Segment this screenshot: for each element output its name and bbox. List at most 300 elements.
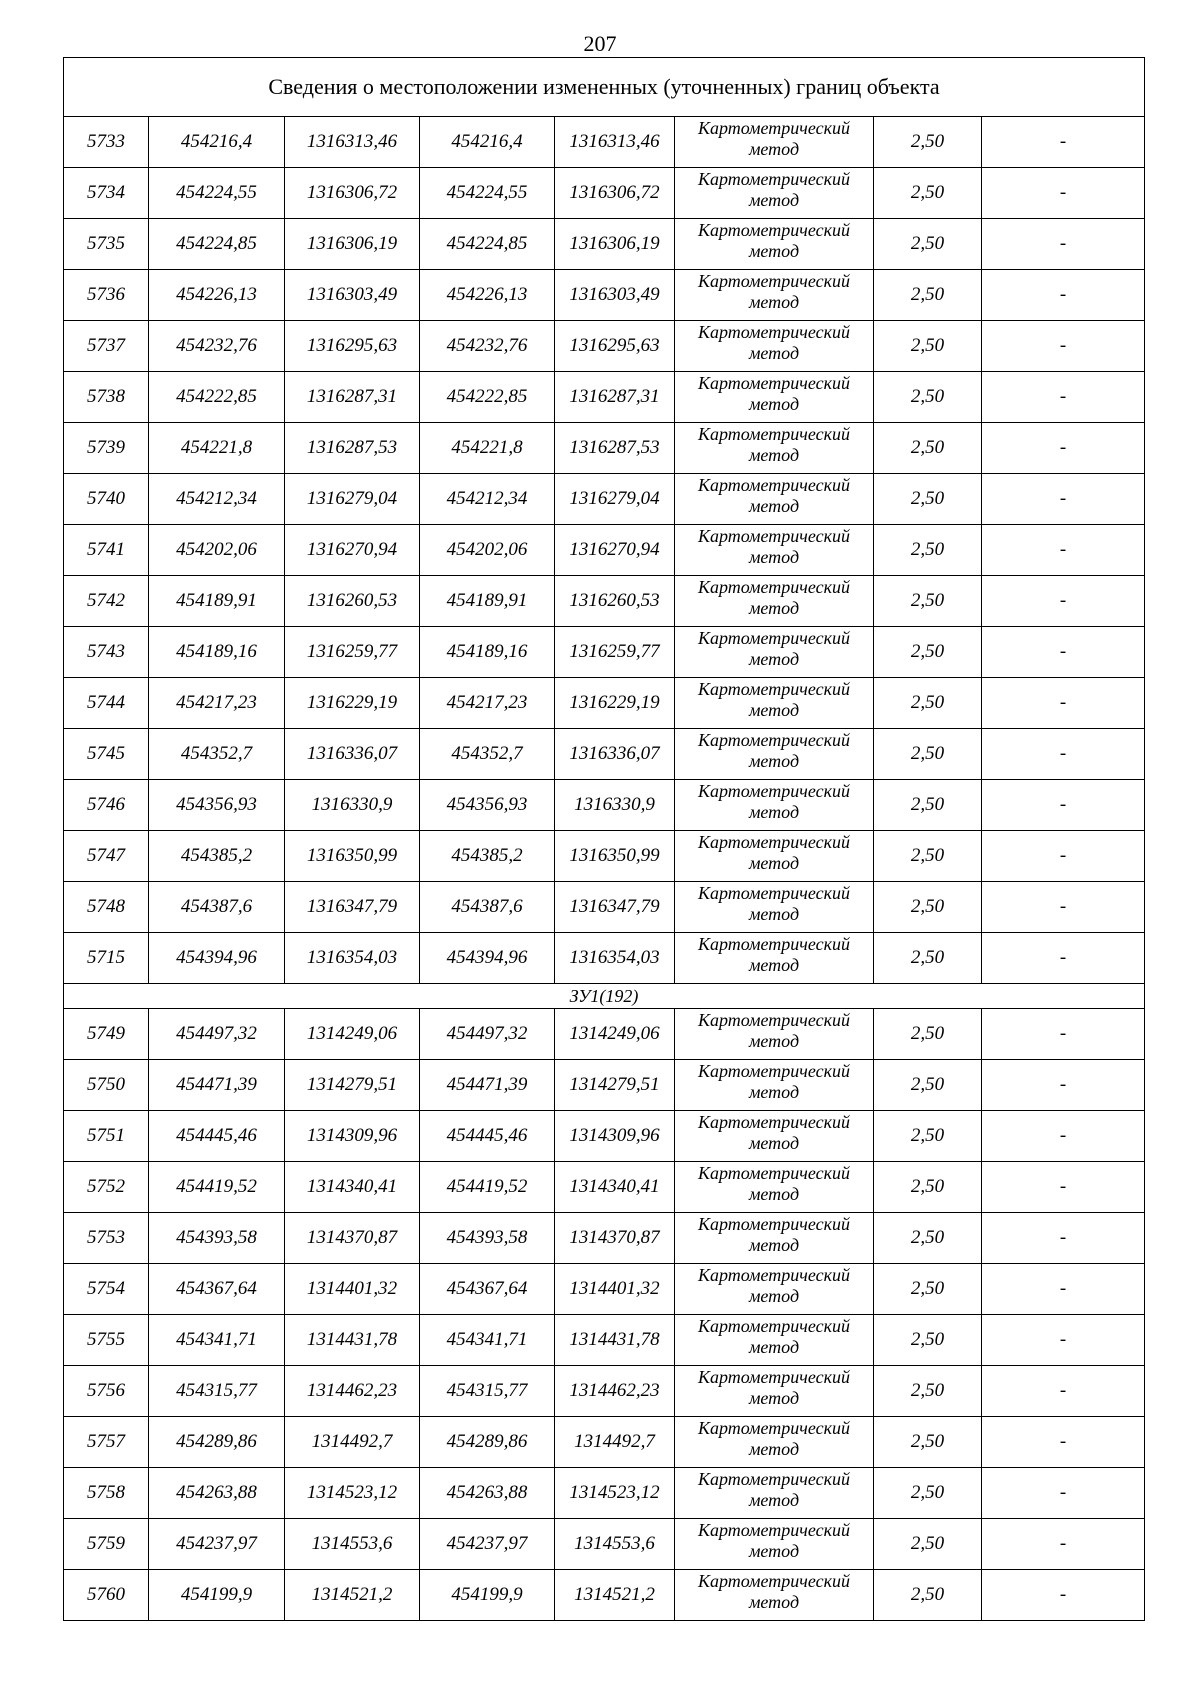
accuracy-cell: 2,50 bbox=[874, 780, 982, 831]
method-cell bbox=[675, 1264, 874, 1315]
x-old-cell: 454232,76 bbox=[149, 321, 285, 372]
y-new-cell: 1316354,03 bbox=[555, 933, 675, 984]
x-old-cell: 454237,97 bbox=[149, 1519, 285, 1570]
method-line2: метод bbox=[748, 904, 800, 924]
note-cell: - bbox=[982, 168, 1145, 219]
method-line1: Картометрический bbox=[697, 883, 850, 903]
accuracy-cell: 2,50 bbox=[874, 1417, 982, 1468]
accuracy-cell: 2,50 bbox=[874, 321, 982, 372]
y-old-cell: 1314553,6 bbox=[285, 1519, 420, 1570]
accuracy-cell: 2,50 bbox=[874, 1060, 982, 1111]
y-new-cell: 1316313,46 bbox=[555, 117, 675, 168]
y-new-cell: 1316306,72 bbox=[555, 168, 675, 219]
x-new-cell: 454189,91 bbox=[420, 576, 555, 627]
y-old-cell: 1314462,23 bbox=[285, 1366, 420, 1417]
y-new-cell: 1316279,04 bbox=[555, 474, 675, 525]
x-new-cell: 454385,2 bbox=[420, 831, 555, 882]
method-cell bbox=[675, 933, 874, 984]
table-row bbox=[64, 474, 1145, 525]
accuracy-cell: 2,50 bbox=[874, 1468, 982, 1519]
x-new-cell: 454222,85 bbox=[420, 372, 555, 423]
table-body bbox=[64, 58, 1145, 1621]
method-line2: метод bbox=[748, 1388, 800, 1408]
accuracy-cell: 2,50 bbox=[874, 525, 982, 576]
y-new-cell: 1316336,07 bbox=[555, 729, 675, 780]
accuracy-cell: 2,50 bbox=[874, 678, 982, 729]
y-old-cell: 1316306,72 bbox=[285, 168, 420, 219]
note-cell: - bbox=[982, 576, 1145, 627]
x-old-cell: 454289,86 bbox=[149, 1417, 285, 1468]
point-number-cell: 5734 bbox=[64, 168, 149, 219]
x-old-cell: 454419,52 bbox=[149, 1162, 285, 1213]
point-number-cell: 5737 bbox=[64, 321, 149, 372]
method-line2: метод bbox=[748, 598, 800, 618]
x-new-cell: 454393,58 bbox=[420, 1213, 555, 1264]
point-number-cell: 5748 bbox=[64, 882, 149, 933]
method-line2: метод bbox=[748, 394, 800, 414]
x-new-cell: 454189,16 bbox=[420, 627, 555, 678]
y-new-cell: 1314249,06 bbox=[555, 1009, 675, 1060]
method-line1: Картометрический bbox=[697, 628, 850, 648]
table-row bbox=[64, 525, 1145, 576]
method-cell bbox=[675, 372, 874, 423]
point-number-cell: 5752 bbox=[64, 1162, 149, 1213]
table-title: Сведения о местоположении измененных (уточненных) границ объекта bbox=[64, 58, 1145, 117]
method-line2: метод bbox=[748, 190, 800, 210]
accuracy-cell: 2,50 bbox=[874, 117, 982, 168]
x-new-cell: 454289,86 bbox=[420, 1417, 555, 1468]
note-cell: - bbox=[982, 270, 1145, 321]
y-old-cell: 1316313,46 bbox=[285, 117, 420, 168]
accuracy-cell: 2,50 bbox=[874, 1519, 982, 1570]
method-line1: Картометрический bbox=[697, 118, 850, 138]
accuracy-cell: 2,50 bbox=[874, 729, 982, 780]
method-line2: метод bbox=[748, 1031, 800, 1051]
x-old-cell: 454221,8 bbox=[149, 423, 285, 474]
x-old-cell: 454352,7 bbox=[149, 729, 285, 780]
x-old-cell: 454224,55 bbox=[149, 168, 285, 219]
method-line2: метод bbox=[748, 292, 800, 312]
note-cell: - bbox=[982, 474, 1145, 525]
y-old-cell: 1314309,96 bbox=[285, 1111, 420, 1162]
point-number-cell: 5733 bbox=[64, 117, 149, 168]
note-cell: - bbox=[982, 627, 1145, 678]
table-row bbox=[64, 1264, 1145, 1315]
y-new-cell: 1314431,78 bbox=[555, 1315, 675, 1366]
method-line2: метод bbox=[748, 1133, 800, 1153]
method-cell bbox=[675, 474, 874, 525]
accuracy-cell: 2,50 bbox=[874, 219, 982, 270]
note-cell: - bbox=[982, 219, 1145, 270]
y-old-cell: 1314340,41 bbox=[285, 1162, 420, 1213]
accuracy-cell: 2,50 bbox=[874, 372, 982, 423]
table-title-row bbox=[64, 58, 1145, 117]
x-old-cell: 454367,64 bbox=[149, 1264, 285, 1315]
method-line1: Картометрический bbox=[697, 373, 850, 393]
method-line2: метод bbox=[748, 853, 800, 873]
table-row bbox=[64, 576, 1145, 627]
table-row bbox=[64, 1060, 1145, 1111]
method-line2: метод bbox=[748, 496, 800, 516]
x-new-cell: 454224,55 bbox=[420, 168, 555, 219]
accuracy-cell: 2,50 bbox=[874, 933, 982, 984]
x-old-cell: 454393,58 bbox=[149, 1213, 285, 1264]
note-cell: - bbox=[982, 321, 1145, 372]
y-new-cell: 1316347,79 bbox=[555, 882, 675, 933]
method-cell bbox=[675, 219, 874, 270]
note-cell: - bbox=[982, 831, 1145, 882]
x-new-cell: 454237,97 bbox=[420, 1519, 555, 1570]
y-old-cell: 1316259,77 bbox=[285, 627, 420, 678]
method-line1: Картометрический bbox=[697, 1112, 850, 1132]
method-cell bbox=[675, 1315, 874, 1366]
point-number-cell: 5754 bbox=[64, 1264, 149, 1315]
y-old-cell: 1314492,7 bbox=[285, 1417, 420, 1468]
accuracy-cell: 2,50 bbox=[874, 576, 982, 627]
accuracy-cell: 2,50 bbox=[874, 831, 982, 882]
method-cell bbox=[675, 780, 874, 831]
accuracy-cell: 2,50 bbox=[874, 882, 982, 933]
note-cell: - bbox=[982, 1162, 1145, 1213]
method-cell bbox=[675, 576, 874, 627]
y-new-cell: 1316259,77 bbox=[555, 627, 675, 678]
y-new-cell: 1314309,96 bbox=[555, 1111, 675, 1162]
y-new-cell: 1314492,7 bbox=[555, 1417, 675, 1468]
method-line1: Картометрический bbox=[697, 730, 850, 750]
x-new-cell: 454387,6 bbox=[420, 882, 555, 933]
method-cell bbox=[675, 168, 874, 219]
y-new-cell: 1314401,32 bbox=[555, 1264, 675, 1315]
y-new-cell: 1316306,19 bbox=[555, 219, 675, 270]
table-row bbox=[64, 729, 1145, 780]
note-cell: - bbox=[982, 372, 1145, 423]
y-new-cell: 1316270,94 bbox=[555, 525, 675, 576]
x-new-cell: 454202,06 bbox=[420, 525, 555, 576]
method-cell bbox=[675, 423, 874, 474]
y-new-cell: 1316229,19 bbox=[555, 678, 675, 729]
method-line1: Картометрический bbox=[697, 832, 850, 852]
x-new-cell: 454212,34 bbox=[420, 474, 555, 525]
x-old-cell: 454387,6 bbox=[149, 882, 285, 933]
x-old-cell: 454212,34 bbox=[149, 474, 285, 525]
method-line1: Картометрический bbox=[697, 1469, 850, 1489]
point-number-cell: 5751 bbox=[64, 1111, 149, 1162]
table-row bbox=[64, 780, 1145, 831]
x-new-cell: 454497,32 bbox=[420, 1009, 555, 1060]
note-cell: - bbox=[982, 1417, 1145, 1468]
y-old-cell: 1314401,32 bbox=[285, 1264, 420, 1315]
table-row bbox=[64, 882, 1145, 933]
point-number-cell: 5758 bbox=[64, 1468, 149, 1519]
x-new-cell: 454445,46 bbox=[420, 1111, 555, 1162]
x-old-cell: 454356,93 bbox=[149, 780, 285, 831]
y-old-cell: 1316347,79 bbox=[285, 882, 420, 933]
x-new-cell: 454394,96 bbox=[420, 933, 555, 984]
point-number-cell: 5747 bbox=[64, 831, 149, 882]
note-cell: - bbox=[982, 1570, 1145, 1621]
method-line1: Картометрический bbox=[697, 1316, 850, 1336]
point-number-cell: 5750 bbox=[64, 1060, 149, 1111]
y-new-cell: 1314521,2 bbox=[555, 1570, 675, 1621]
method-line2: метод bbox=[748, 1592, 800, 1612]
point-number-cell: 5715 bbox=[64, 933, 149, 984]
method-cell bbox=[675, 1009, 874, 1060]
method-line2: метод bbox=[748, 445, 800, 465]
accuracy-cell: 2,50 bbox=[874, 474, 982, 525]
y-new-cell: 1314340,41 bbox=[555, 1162, 675, 1213]
y-new-cell: 1316287,31 bbox=[555, 372, 675, 423]
y-new-cell: 1314370,87 bbox=[555, 1213, 675, 1264]
method-cell bbox=[675, 1060, 874, 1111]
table-row bbox=[64, 1009, 1145, 1060]
method-line1: Картометрический bbox=[697, 934, 850, 954]
y-old-cell: 1314523,12 bbox=[285, 1468, 420, 1519]
y-new-cell: 1316295,63 bbox=[555, 321, 675, 372]
x-old-cell: 454202,06 bbox=[149, 525, 285, 576]
table-row bbox=[64, 933, 1145, 984]
x-old-cell: 454445,46 bbox=[149, 1111, 285, 1162]
accuracy-cell: 2,50 bbox=[874, 1009, 982, 1060]
x-new-cell: 454315,77 bbox=[420, 1366, 555, 1417]
accuracy-cell: 2,50 bbox=[874, 423, 982, 474]
point-number-cell: 5756 bbox=[64, 1366, 149, 1417]
table-row bbox=[64, 831, 1145, 882]
y-old-cell: 1316229,19 bbox=[285, 678, 420, 729]
y-old-cell: 1314249,06 bbox=[285, 1009, 420, 1060]
y-old-cell: 1314431,78 bbox=[285, 1315, 420, 1366]
x-old-cell: 454226,13 bbox=[149, 270, 285, 321]
x-old-cell: 454341,71 bbox=[149, 1315, 285, 1366]
table-row bbox=[64, 219, 1145, 270]
y-old-cell: 1316330,9 bbox=[285, 780, 420, 831]
x-new-cell: 454367,64 bbox=[420, 1264, 555, 1315]
y-old-cell: 1316260,53 bbox=[285, 576, 420, 627]
method-line1: Картометрический bbox=[697, 1214, 850, 1234]
x-old-cell: 454222,85 bbox=[149, 372, 285, 423]
method-line1: Картометрический bbox=[697, 169, 850, 189]
accuracy-cell: 2,50 bbox=[874, 1111, 982, 1162]
note-cell: - bbox=[982, 1009, 1145, 1060]
note-cell: - bbox=[982, 1213, 1145, 1264]
method-cell bbox=[675, 831, 874, 882]
note-cell: - bbox=[982, 1264, 1145, 1315]
method-cell bbox=[675, 321, 874, 372]
table-row bbox=[64, 1519, 1145, 1570]
x-new-cell: 454341,71 bbox=[420, 1315, 555, 1366]
point-number-cell: 5738 bbox=[64, 372, 149, 423]
point-number-cell: 5740 bbox=[64, 474, 149, 525]
y-old-cell: 1314370,87 bbox=[285, 1213, 420, 1264]
note-cell: - bbox=[982, 1315, 1145, 1366]
point-number-cell: 5742 bbox=[64, 576, 149, 627]
note-cell: - bbox=[982, 882, 1145, 933]
method-line1: Картометрический bbox=[697, 1367, 850, 1387]
x-old-cell: 454189,16 bbox=[149, 627, 285, 678]
x-new-cell: 454419,52 bbox=[420, 1162, 555, 1213]
method-cell bbox=[675, 882, 874, 933]
method-line2: метод bbox=[748, 649, 800, 669]
section-row bbox=[64, 984, 1145, 1009]
y-new-cell: 1316260,53 bbox=[555, 576, 675, 627]
method-line1: Картометрический bbox=[697, 1010, 850, 1030]
method-line1: Картометрический bbox=[697, 1265, 850, 1285]
x-old-cell: 454216,4 bbox=[149, 117, 285, 168]
point-number-cell: 5736 bbox=[64, 270, 149, 321]
note-cell: - bbox=[982, 678, 1145, 729]
x-new-cell: 454224,85 bbox=[420, 219, 555, 270]
y-new-cell: 1314523,12 bbox=[555, 1468, 675, 1519]
method-line1: Картометрический bbox=[697, 220, 850, 240]
point-number-cell: 5735 bbox=[64, 219, 149, 270]
y-old-cell: 1316336,07 bbox=[285, 729, 420, 780]
table-row bbox=[64, 1417, 1145, 1468]
note-cell: - bbox=[982, 1468, 1145, 1519]
note-cell: - bbox=[982, 933, 1145, 984]
y-old-cell: 1316295,63 bbox=[285, 321, 420, 372]
x-old-cell: 454217,23 bbox=[149, 678, 285, 729]
method-line1: Картометрический bbox=[697, 322, 850, 342]
method-line1: Картометрический bbox=[697, 424, 850, 444]
accuracy-cell: 2,50 bbox=[874, 1162, 982, 1213]
method-line2: метод bbox=[748, 1184, 800, 1204]
method-cell bbox=[675, 729, 874, 780]
note-cell: - bbox=[982, 1519, 1145, 1570]
y-new-cell: 1314279,51 bbox=[555, 1060, 675, 1111]
note-cell: - bbox=[982, 1111, 1145, 1162]
accuracy-cell: 2,50 bbox=[874, 1264, 982, 1315]
point-number-cell: 5745 bbox=[64, 729, 149, 780]
accuracy-cell: 2,50 bbox=[874, 270, 982, 321]
y-new-cell: 1316287,53 bbox=[555, 423, 675, 474]
x-new-cell: 454217,23 bbox=[420, 678, 555, 729]
note-cell: - bbox=[982, 780, 1145, 831]
x-old-cell: 454497,32 bbox=[149, 1009, 285, 1060]
coordinates-table bbox=[63, 57, 1145, 1621]
method-line2: метод bbox=[748, 1235, 800, 1255]
method-line2: метод bbox=[748, 547, 800, 567]
table-row bbox=[64, 627, 1145, 678]
x-old-cell: 454189,91 bbox=[149, 576, 285, 627]
y-old-cell: 1316270,94 bbox=[285, 525, 420, 576]
y-old-cell: 1316350,99 bbox=[285, 831, 420, 882]
y-new-cell: 1314462,23 bbox=[555, 1366, 675, 1417]
method-cell bbox=[675, 1468, 874, 1519]
y-old-cell: 1316279,04 bbox=[285, 474, 420, 525]
method-line2: метод bbox=[748, 1286, 800, 1306]
method-cell bbox=[675, 1366, 874, 1417]
table-row bbox=[64, 168, 1145, 219]
method-cell bbox=[675, 678, 874, 729]
method-line2: метод bbox=[748, 1490, 800, 1510]
point-number-cell: 5749 bbox=[64, 1009, 149, 1060]
table-row bbox=[64, 1366, 1145, 1417]
y-old-cell: 1316303,49 bbox=[285, 270, 420, 321]
x-new-cell: 454471,39 bbox=[420, 1060, 555, 1111]
method-cell bbox=[675, 525, 874, 576]
method-line1: Картометрический bbox=[697, 1520, 850, 1540]
method-line1: Картометрический bbox=[697, 475, 850, 495]
note-cell: - bbox=[982, 525, 1145, 576]
y-old-cell: 1316287,53 bbox=[285, 423, 420, 474]
table-row bbox=[64, 423, 1145, 474]
y-old-cell: 1316287,31 bbox=[285, 372, 420, 423]
method-line1: Картометрический bbox=[697, 526, 850, 546]
method-line2: метод bbox=[748, 343, 800, 363]
method-line2: метод bbox=[748, 241, 800, 261]
x-new-cell: 454263,88 bbox=[420, 1468, 555, 1519]
x-old-cell: 454224,85 bbox=[149, 219, 285, 270]
x-new-cell: 454216,4 bbox=[420, 117, 555, 168]
method-line2: метод bbox=[748, 751, 800, 771]
accuracy-cell: 2,50 bbox=[874, 1315, 982, 1366]
method-cell bbox=[675, 1570, 874, 1621]
table-row bbox=[64, 678, 1145, 729]
x-new-cell: 454356,93 bbox=[420, 780, 555, 831]
point-number-cell: 5753 bbox=[64, 1213, 149, 1264]
x-old-cell: 454385,2 bbox=[149, 831, 285, 882]
point-number-cell: 5746 bbox=[64, 780, 149, 831]
table-row bbox=[64, 270, 1145, 321]
note-cell: - bbox=[982, 729, 1145, 780]
x-old-cell: 454315,77 bbox=[149, 1366, 285, 1417]
point-number-cell: 5757 bbox=[64, 1417, 149, 1468]
accuracy-cell: 2,50 bbox=[874, 1570, 982, 1621]
y-new-cell: 1316350,99 bbox=[555, 831, 675, 882]
x-old-cell: 454199,9 bbox=[149, 1570, 285, 1621]
x-new-cell: 454199,9 bbox=[420, 1570, 555, 1621]
method-line1: Картометрический bbox=[697, 577, 850, 597]
method-cell bbox=[675, 270, 874, 321]
y-old-cell: 1316306,19 bbox=[285, 219, 420, 270]
method-line1: Картометрический bbox=[697, 1163, 850, 1183]
table-row bbox=[64, 321, 1145, 372]
point-number-cell: 5760 bbox=[64, 1570, 149, 1621]
y-new-cell: 1314553,6 bbox=[555, 1519, 675, 1570]
method-line1: Картометрический bbox=[697, 1418, 850, 1438]
method-line2: метод bbox=[748, 1082, 800, 1102]
method-cell bbox=[675, 1213, 874, 1264]
x-new-cell: 454226,13 bbox=[420, 270, 555, 321]
point-number-cell: 5755 bbox=[64, 1315, 149, 1366]
accuracy-cell: 2,50 bbox=[874, 627, 982, 678]
x-new-cell: 454352,7 bbox=[420, 729, 555, 780]
table-row bbox=[64, 117, 1145, 168]
method-cell bbox=[675, 1417, 874, 1468]
table-row bbox=[64, 1162, 1145, 1213]
table-row bbox=[64, 1111, 1145, 1162]
accuracy-cell: 2,50 bbox=[874, 1366, 982, 1417]
method-cell bbox=[675, 1162, 874, 1213]
point-number-cell: 5739 bbox=[64, 423, 149, 474]
method-line2: метод bbox=[748, 1337, 800, 1357]
y-old-cell: 1314521,2 bbox=[285, 1570, 420, 1621]
table-row bbox=[64, 1213, 1145, 1264]
note-cell: - bbox=[982, 1060, 1145, 1111]
x-old-cell: 454394,96 bbox=[149, 933, 285, 984]
method-line2: метод bbox=[748, 1541, 800, 1561]
x-new-cell: 454232,76 bbox=[420, 321, 555, 372]
x-new-cell: 454221,8 bbox=[420, 423, 555, 474]
point-number-cell: 5743 bbox=[64, 627, 149, 678]
y-old-cell: 1316354,03 bbox=[285, 933, 420, 984]
note-cell: - bbox=[982, 117, 1145, 168]
page-number: 207 bbox=[583, 31, 617, 56]
method-line1: Картометрический bbox=[697, 1061, 850, 1081]
table-row bbox=[64, 1315, 1145, 1366]
method-cell bbox=[675, 1519, 874, 1570]
section-label: ЗУ1(192) bbox=[64, 984, 1145, 1009]
method-cell bbox=[675, 1111, 874, 1162]
